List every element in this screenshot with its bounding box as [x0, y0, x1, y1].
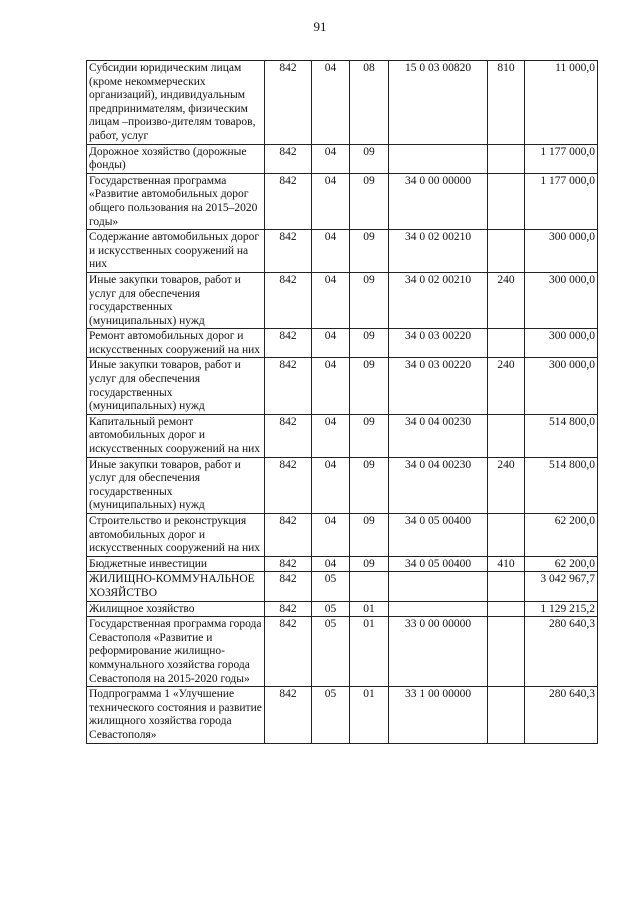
ministry-code-cell: 842	[265, 414, 312, 457]
target-article-cell: 34 0 04 00230	[389, 457, 488, 513]
target-article-cell	[389, 144, 488, 173]
expense-type-cell: 410	[488, 556, 525, 572]
ministry-code-cell: 842	[265, 358, 312, 414]
subsection-code-cell	[350, 572, 389, 601]
ministry-code-cell: 842	[265, 601, 312, 617]
ministry-code-cell: 842	[265, 556, 312, 572]
section-code-cell: 04	[312, 272, 350, 328]
amount-cell: 280 640,3	[525, 687, 598, 743]
expense-name-cell: Бюджетные инвестиции	[87, 556, 265, 572]
page-number: 91	[313, 19, 327, 34]
section-code-cell: 04	[312, 230, 350, 273]
target-article-cell: 34 0 03 00220	[389, 329, 488, 358]
budget-table	[86, 60, 598, 744]
table-row	[87, 272, 598, 328]
expense-type-cell	[488, 601, 525, 617]
section-code-cell: 05	[312, 601, 350, 617]
expense-type-cell: 240	[488, 272, 525, 328]
table-row	[87, 601, 598, 617]
target-article-cell: 15 0 03 00820	[389, 61, 488, 145]
target-article-cell: 33 1 00 00000	[389, 687, 488, 743]
ministry-code-cell: 842	[265, 687, 312, 743]
amount-cell: 62 200,0	[525, 556, 598, 572]
table-row	[87, 572, 598, 601]
amount-cell: 280 640,3	[525, 617, 598, 687]
expense-name-cell: Иные закупки товаров, работ и услуг для обеспечения государственных (муниципальных) нужд	[87, 457, 265, 513]
subsection-code-cell: 08	[350, 61, 389, 145]
expense-type-cell	[488, 414, 525, 457]
expense-type-cell: 810	[488, 61, 525, 145]
section-code-cell: 04	[312, 61, 350, 145]
subsection-code-cell: 01	[350, 601, 389, 617]
subsection-code-cell: 09	[350, 457, 389, 513]
target-article-cell: 34 0 05 00400	[389, 514, 488, 557]
table-row	[87, 358, 598, 414]
expense-name-cell: Субсидии юридическим лицам (кроме некоммерческих организаций), индивидуальным предпринимателям, физическим лицам –произво-дителям товаров, работ, услуг	[87, 61, 265, 145]
expense-name-cell: Ремонт автомобильных дорог и искусственных сооружений на них	[87, 329, 265, 358]
expense-type-cell	[488, 329, 525, 358]
amount-cell: 514 800,0	[525, 414, 598, 457]
subsection-code-cell: 09	[350, 358, 389, 414]
amount-cell: 3 042 967,7	[525, 572, 598, 601]
subsection-code-cell: 01	[350, 617, 389, 687]
expense-type-cell	[488, 173, 525, 229]
table-row	[87, 687, 598, 743]
amount-cell: 62 200,0	[525, 514, 598, 557]
section-code-cell: 04	[312, 358, 350, 414]
section-code-cell: 04	[312, 514, 350, 557]
ministry-code-cell: 842	[265, 272, 312, 328]
expense-type-cell	[488, 514, 525, 557]
target-article-cell: 34 0 02 00210	[389, 230, 488, 273]
amount-cell: 1 177 000,0	[525, 144, 598, 173]
section-code-cell: 04	[312, 329, 350, 358]
ministry-code-cell: 842	[265, 514, 312, 557]
table-row	[87, 414, 598, 457]
expense-name-cell: Государственная программа города Севастополя «Развитие и реформирование жилищно-коммунального хозяйства города Севастополя на 2015-2020 годы»	[87, 617, 265, 687]
expense-name-cell: Иные закупки товаров, работ и услуг для обеспечения государственных (муниципальных) нужд	[87, 358, 265, 414]
expense-name-cell: Государственная программа «Развитие автомобильных дорог общего пользования на 2015–2020 годы»	[87, 173, 265, 229]
expense-name-cell: ЖИЛИЩНО-КОММУНАЛЬНОЕ ХОЗЯЙСТВО	[87, 572, 265, 601]
table-row	[87, 144, 598, 173]
table-row	[87, 61, 598, 145]
expense-name-cell: Жилищное хозяйство	[87, 601, 265, 617]
expense-type-cell	[488, 144, 525, 173]
target-article-cell: 34 0 03 00220	[389, 358, 488, 414]
target-article-cell: 34 0 00 00000	[389, 173, 488, 229]
expense-type-cell	[488, 572, 525, 601]
subsection-code-cell: 09	[350, 173, 389, 229]
expense-name-cell: Иные закупки товаров, работ и услуг для обеспечения государственных (муниципальных) нужд	[87, 272, 265, 328]
subsection-code-cell: 09	[350, 556, 389, 572]
table-row	[87, 230, 598, 273]
expense-name-cell: Капитальный ремонт автомобильных дорог и искусственных сооружений на них	[87, 414, 265, 457]
section-code-cell: 05	[312, 572, 350, 601]
table-row	[87, 173, 598, 229]
amount-cell: 11 000,0	[525, 61, 598, 145]
subsection-code-cell: 01	[350, 687, 389, 743]
table-row	[87, 617, 598, 687]
section-code-cell: 04	[312, 457, 350, 513]
subsection-code-cell: 09	[350, 514, 389, 557]
section-code-cell: 05	[312, 617, 350, 687]
ministry-code-cell: 842	[265, 144, 312, 173]
expense-type-cell	[488, 687, 525, 743]
amount-cell: 300 000,0	[525, 329, 598, 358]
table-row	[87, 514, 598, 557]
ministry-code-cell: 842	[265, 572, 312, 601]
expense-name-cell: Содержание автомобильных дорог и искусственных сооружений на них	[87, 230, 265, 273]
target-article-cell: 34 0 04 00230	[389, 414, 488, 457]
expense-name-cell: Дорожное хозяйство (дорожные фонды)	[87, 144, 265, 173]
expense-type-cell	[488, 230, 525, 273]
subsection-code-cell: 09	[350, 414, 389, 457]
subsection-code-cell: 09	[350, 144, 389, 173]
amount-cell: 300 000,0	[525, 230, 598, 273]
table-row	[87, 329, 598, 358]
target-article-cell	[389, 572, 488, 601]
expense-name-cell: Подпрограмма 1 «Улучшение технического состояния и развитие жилищного хозяйства города Севастополя»	[87, 687, 265, 743]
section-code-cell: 04	[312, 173, 350, 229]
amount-cell: 300 000,0	[525, 358, 598, 414]
expense-name-cell: Строительство и реконструкция автомобильных дорог и искусственных сооружений на них	[87, 514, 265, 557]
subsection-code-cell: 09	[350, 230, 389, 273]
section-code-cell: 04	[312, 414, 350, 457]
ministry-code-cell: 842	[265, 61, 312, 145]
expense-type-cell: 240	[488, 358, 525, 414]
target-article-cell: 33 0 00 00000	[389, 617, 488, 687]
target-article-cell: 34 0 02 00210	[389, 272, 488, 328]
target-article-cell	[389, 601, 488, 617]
section-code-cell: 05	[312, 687, 350, 743]
ministry-code-cell: 842	[265, 617, 312, 687]
table-row	[87, 457, 598, 513]
ministry-code-cell: 842	[265, 457, 312, 513]
expense-type-cell	[488, 617, 525, 687]
ministry-code-cell: 842	[265, 173, 312, 229]
section-code-cell: 04	[312, 556, 350, 572]
amount-cell: 1 177 000,0	[525, 173, 598, 229]
subsection-code-cell: 09	[350, 272, 389, 328]
ministry-code-cell: 842	[265, 329, 312, 358]
ministry-code-cell: 842	[265, 230, 312, 273]
subsection-code-cell: 09	[350, 329, 389, 358]
expense-type-cell: 240	[488, 457, 525, 513]
amount-cell: 300 000,0	[525, 272, 598, 328]
amount-cell: 514 800,0	[525, 457, 598, 513]
table-row	[87, 556, 598, 572]
amount-cell: 1 129 215,2	[525, 601, 598, 617]
target-article-cell: 34 0 05 00400	[389, 556, 488, 572]
section-code-cell: 04	[312, 144, 350, 173]
